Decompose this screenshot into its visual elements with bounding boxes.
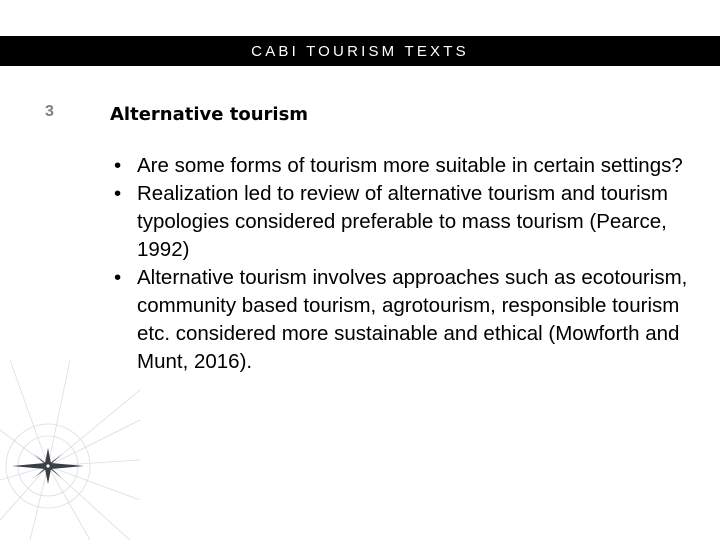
bullet-text: Realization led to review of alternative tourism and tourism typologies considered preferable to mass tourism (Pearce, 1992) — [137, 182, 668, 261]
bullet-dot: • — [114, 182, 122, 205]
bullet-dot: • — [114, 266, 122, 289]
slide-title: Alternative tourism — [110, 104, 309, 125]
bullet-text: Alternative tourism involves approaches such as ecotourism, community based tourism, agrotourism, responsible tourism etc. considered more sustainable and ethical (Mowforth and Munt, 2016). — [137, 266, 688, 373]
bullet-text: Are some forms of tourism more suitable in certain settings? — [137, 154, 683, 177]
bullet-item — [110, 180, 700, 264]
bullet-dot: • — [114, 154, 122, 177]
header-title: CABI TOURISM TEXTS — [251, 42, 469, 60]
slide-number: 3 — [45, 103, 54, 120]
header-band — [0, 36, 720, 66]
compass-rose-icon — [0, 360, 140, 540]
bullet-item — [110, 264, 700, 376]
bullet-list — [110, 152, 700, 376]
bullet-item — [110, 152, 700, 180]
